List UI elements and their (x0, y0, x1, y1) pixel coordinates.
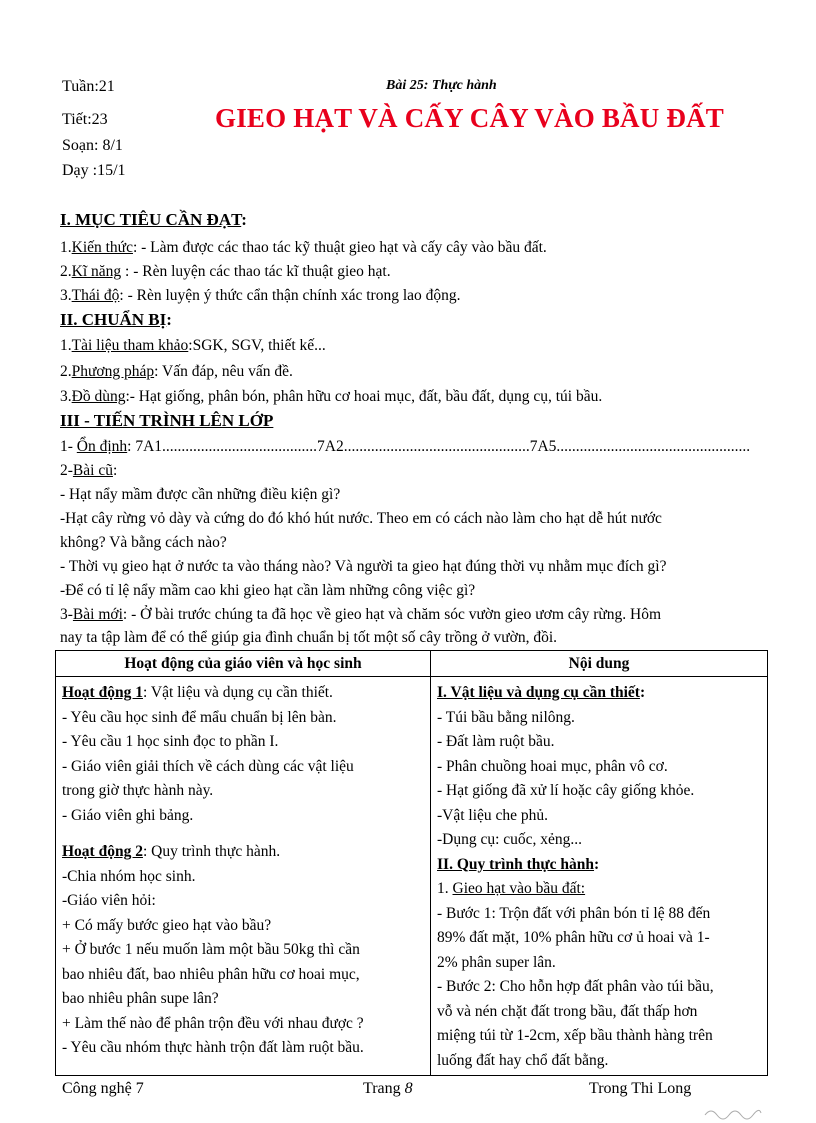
list-item: bao nhiêu đất, bao nhiêu phân hữu cơ hoai mục, (62, 965, 360, 983)
list-item: 89% đất mặt, 10% phân hữu cơ ủ hoai và 1- (437, 929, 710, 946)
teaching-date: Dạy :15/1 (62, 162, 126, 179)
list-item: luống đất hay chổ đất bằng. (437, 1051, 609, 1069)
review-question: -Hạt cây rừng vỏ dày và cứng do đó khó hút nước. Theo em có cách nào làm cho hạt dễ hút nước (60, 510, 662, 527)
content-cell (431, 677, 768, 1076)
prep-references: 1.Tài liệu tham khảo:SGK, SGV, thiết kế... (60, 337, 326, 354)
list-item: -Chia nhóm học sinh. (62, 867, 196, 885)
list-item: - Giáo viên giải thích về cách dùng các vật liệu (62, 757, 354, 775)
class-stabilization: 1- Ổn định: 7A1........................................7A2................................................7A5.................................................. (60, 438, 751, 455)
page-title: GIEO HẠT VÀ CẤY CÂY VÀO BẦU ĐẤT (215, 103, 725, 133)
list-item: miệng túi từ 1-2cm, xếp bầu thành hàng trên (437, 1027, 713, 1044)
week-label: Tuần:21 (62, 78, 115, 95)
list-item: - Bước 2: Cho hỗn hợp đất phân vào túi bầu, (437, 978, 714, 995)
list-item: - Yêu cầu học sinh để mẩu chuẩn bị lên bàn. (62, 708, 337, 726)
list-item: - Đất làm ruột bầu. (437, 733, 555, 750)
list-item: - Giáo viên ghi bảng. (62, 806, 194, 824)
footer-page: Trang 8 (363, 1080, 413, 1097)
content-section-2-title: II. Quy trình thực hành: (437, 855, 600, 873)
footer-author: Trong Thi Long (589, 1080, 692, 1097)
prepared-date: Soạn: 8/1 (62, 137, 123, 154)
list-item: - Yêu cầu 1 học sinh đọc to phần I. (62, 733, 279, 750)
activity-2-title: Hoạt động 2: Quy trình thực hành. (62, 843, 281, 860)
section-objectives-heading: I. MỤC TIÊU CẦN ĐẠT: (60, 210, 247, 229)
prep-materials: 3.Đồ dùng:- Hạt giống, phân bón, phân hữu cơ hoai mục, đất, bầu đất, dụng cụ, túi bầu. (60, 388, 603, 405)
list-item: - Bước 1: Trộn đất với phân bón tỉ lệ 88 đến (437, 904, 711, 922)
review-question: - Hạt nẩy mầm được cần những điều kiện gì? (60, 486, 341, 503)
objective-skills: 2.Kĩ năng : - Rèn luyện các thao tác kĩ thuật gieo hạt. (60, 263, 391, 280)
activity-table (55, 650, 768, 1076)
list-item: - Yêu cầu nhóm thực hành trộn đất làm ruột bầu. (62, 1039, 364, 1056)
content-section-1-title: I. Vật liệu và dụng cụ cần thiết: (437, 684, 646, 701)
col-header-content: Nội dung (431, 651, 768, 677)
table-header-row (56, 651, 768, 677)
list-item: trong giờ thực hành này. (62, 782, 214, 799)
list-item: -Vật liệu che phủ. (437, 806, 549, 824)
prep-methods: 2.Phương pháp: Vấn đáp, nêu vấn đề. (60, 363, 293, 380)
list-item: - Phân chuồng hoai mục, phân vô cơ. (437, 757, 668, 775)
objective-knowledge: 1.Kiến thức: - Làm được các thao tác kỹ thuật gieo hạt và cấy cây vào bầu đất. (60, 239, 547, 256)
section-procedure-heading: III - TIẾN TRÌNH LÊN LỚP (60, 411, 274, 430)
table-row (56, 677, 768, 1076)
content-subsection-title: 1. Gieo hạt vào bầu đất: (437, 880, 586, 897)
list-item: 2% phân super lân. (437, 953, 556, 971)
objective-attitude: 3.Thái độ: - Rèn luyện ý thức cẩn thận chính xác trong lao động. (60, 287, 461, 304)
list-item: vỗ và nén chặt đất trong bầu, đất thấp hơn (437, 1002, 698, 1020)
review-question: không? Và bằng cách nào? (60, 534, 227, 551)
list-item: + Làm thế nào để phân trộn đều với nhau được ? (62, 1014, 364, 1032)
review-question: - Thời vụ gieo hạt ở nước ta vào tháng nào? Và người ta gieo hạt đúng thời vụ nhằm mục đích gì? (60, 558, 667, 575)
col-header-activities: Hoạt động của giáo viên và học sinh (56, 651, 431, 677)
list-item: + Có mấy bước gieo hạt vào bầu? (62, 916, 272, 934)
activities-cell (56, 677, 431, 1076)
new-lesson-intro: 3-Bài mới: - Ở bài trước chúng ta đã học về gieo hạt và chăm sóc vườn gieo ươm cây rừng. Hôm (60, 606, 662, 623)
footer-subject: Công nghệ 7 (62, 1080, 144, 1097)
new-lesson-intro-cont: nay ta tập làm để có thể giúp gia đình chuẩn bị tốt một số cây trồng ở vườn, đồi. (60, 629, 558, 646)
list-item: -Giáo viên hỏi: (62, 892, 156, 909)
review-question: -Để có tỉ lệ nẩy mầm cao khi gieo hạt cần làm những công việc gì? (60, 582, 476, 599)
list-item: bao nhiêu phân supe lân? (62, 990, 219, 1007)
activity-1-title: Hoạt động 1: Vật liệu và dụng cụ cần thiết. (62, 684, 333, 701)
old-lesson-heading: 2-Bài cũ: (60, 462, 118, 479)
list-item: -Dụng cụ: cuốc, xẻng... (437, 831, 583, 848)
ink-scribble (703, 1101, 763, 1123)
list-item: - Hạt giống đã xử lí hoặc cây giống khỏe. (437, 782, 695, 799)
period-label: Tiết:23 (62, 111, 108, 128)
section-preparation-heading: II. CHUẨN BỊ: (60, 310, 172, 329)
list-item: + Ở bước 1 nếu muốn làm một bầu 50kg thì cần (62, 941, 360, 958)
lesson-number: Bài 25: Thực hành (386, 78, 497, 93)
list-item: - Túi bầu bằng nilông. (437, 708, 575, 726)
